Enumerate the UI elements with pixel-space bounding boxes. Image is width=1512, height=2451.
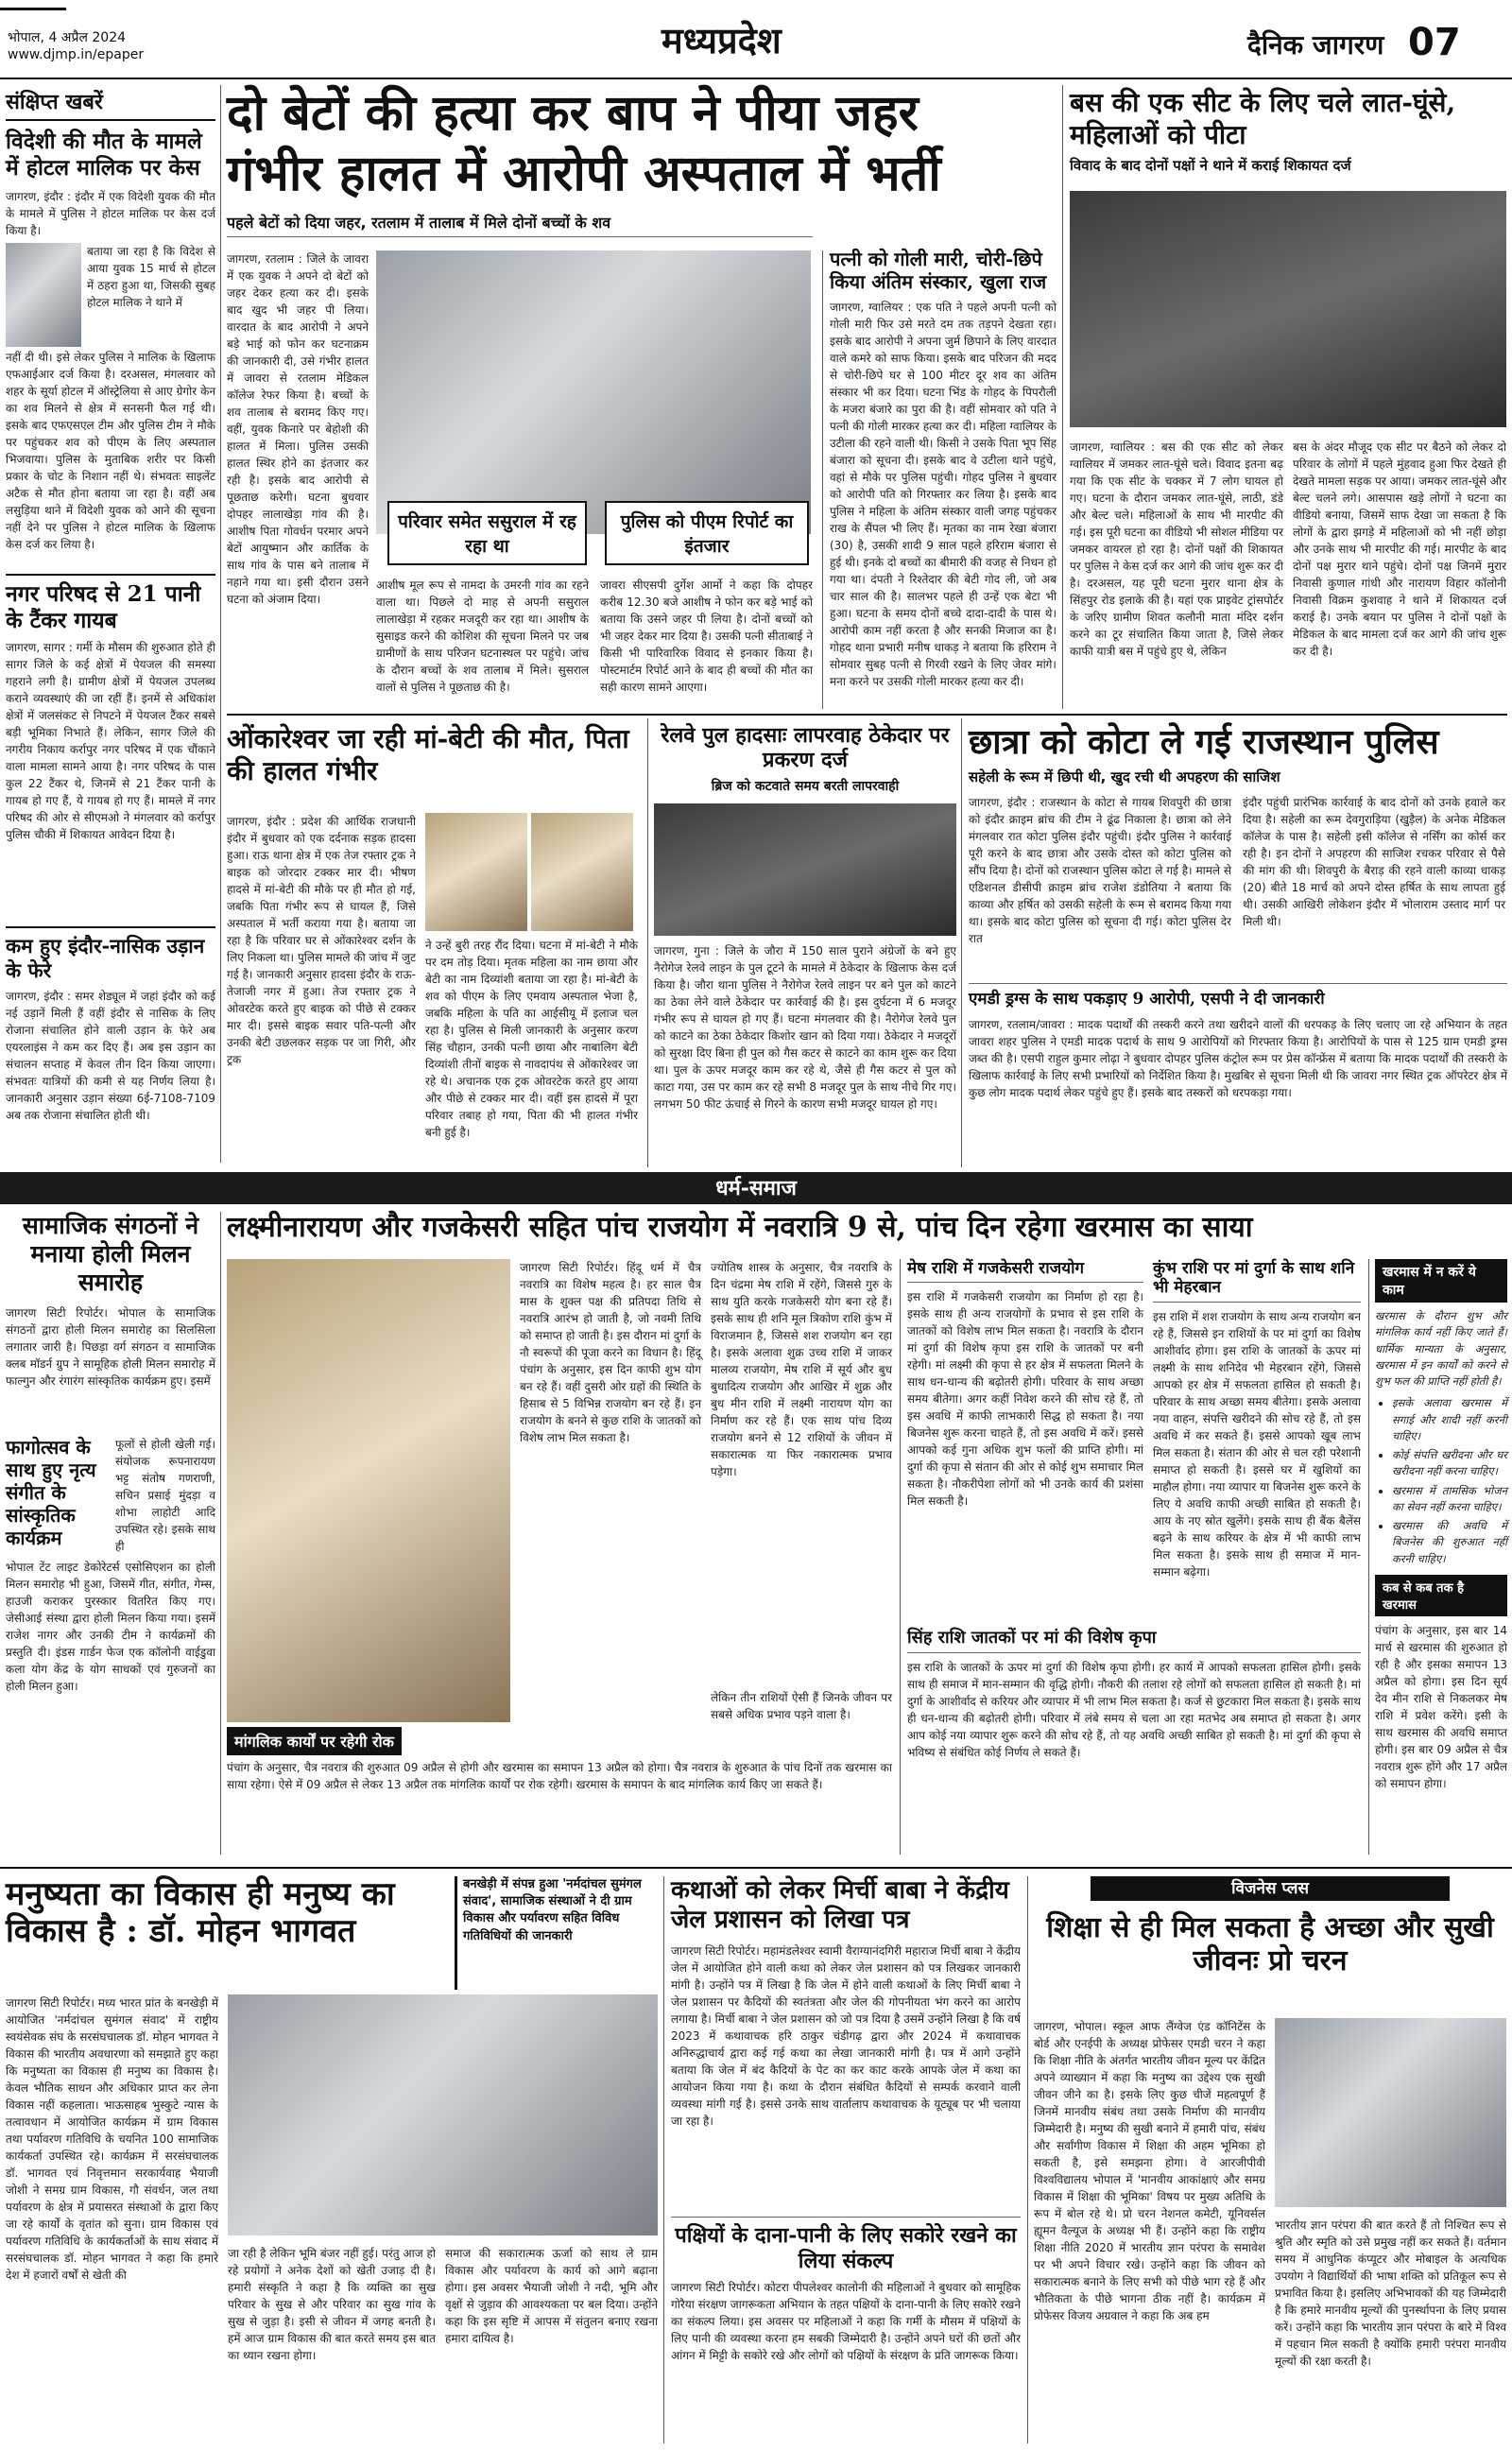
kharmas-title: खरमास में न करें ये काम xyxy=(1375,1259,1507,1303)
mirchi-story xyxy=(671,1876,1021,2443)
navratri-body-a: जागरण सिटी रिपोर्टर। हिंदू धर्म में चैत्र नवरात्रि का विशेष महत्व है। हर साल चैत्र मास के शुक्ल पक्ष की प्रतिपदा तिथि से नवरात्रि आरंभ हो जाती है, जो नवमी तिथि को समाप्त हो जाती है। इस दौरान मां दुर्गा के नौ स्वरूपों की पूजा करने का विधान है। हिंदू पंचांग के अनुसार, इस दिन काफी शुभ योग बन रहे हैं। वहीं दुसरी ओर ग्रहों की स्थिति के हिसाब से 5 विभिन्न राजयोग बन रहे हैं। इन राजयोग के बनने से कुछ राशि के जातकों को विशेष लाभ मिल सकता है। xyxy=(520,1261,701,1444)
bhagwat-body-a: जागरण सिटी रिपोर्टर। मध्य भारत प्रांत के बनखेड़ी में आयोजित 'नर्मदांचल सुमंगल संवाद' में राष्ट्रीय स्वयंसेवक संघ के सरसंघचालक डॉ. मोहन भागवत ने विकास की भारतीय अवधारणा को समझाते हुए कहा कि मनुष्यता का विकास ही मनुष्य का विकास है। केवल भौतिक साधन और अधिकार प्राप्त कर लेना विकास नहीं कहलाता। भाऊसाहब भुस्कुटे न्यास के तत्वावधान में आयोजित कार्यक्रम में ग्राम विकास तथा पर्यावरण गतिविधि के चयनित 100 सामाजिक कार्यकर्ता उपस्थित रहे। कार्यक्रम में सरसंघचालक डॉ. भागवत एवं निवृत्तमान सरकार्यवाह भैयाजी जोशी ने समग्र ग्राम विकास, गौ संवर्धन, जल तथा पर्यावरण के क्षेत्र में प्रयासरत संस्थाओं के द्वारा किए जा रहे कार्यों के वृतांत को सुना। ग्राम विकास एवं पर्यावरण गतिविधि के कार्यकर्ताओं के साथ संवाद में सरसंघचालक डॉ. मोहन भागवत ने कहा कि हमारे देश में हजारों वर्षों से खेती की xyxy=(6,1996,218,2282)
railway-divider xyxy=(961,718,962,1167)
navratri-inner-divider xyxy=(900,1259,901,1855)
omkareshwar-headline: ओंकारेश्वर जा रही मां-बेटी की मौत, पिता की हालत गंभीर xyxy=(227,723,629,786)
bus-fight-body-right: बस के अंदर मौजूद एक सीट पर बैठने को लेकर दो परिवार के लोगों में पहले मुंहवाद हुआ फिर देखते ही देखते मामला सड़क पर आया। जमकर लात-घूंसे और बेल्ट चलने लगे। आसपास खड़े लोगों ने घटना का वीडियो बनाया, जिसमें साफ देखा जा सकता है कि लोगों के द्वारा झगड़े में महिलाओं को भी नहीं छोड़ा और उनके साथ भी मारपीट की गई। मारपीट के बाद दोनों पक्ष मुरार थाने पहुंचे। दोनों पक्ष जिनमें मुरार निवासी कुणाल गांधी और नारायण विहार कॉलोनी निवासी विक्रम कुशवाह ने थाने में शिकायत दर्ज कराई है। उनके बयान पर पुलिस ने दोनों पक्षों के मेडिकल के बाद मामला दर्ज कर आगे की जांच शुरू कर दी है। xyxy=(1293,440,1506,658)
lead-headline-line2: गंभीर हालत में आरोपी अस्पताल में भर्ती xyxy=(227,144,941,202)
kharmas-bullets xyxy=(1375,1395,1507,1567)
bus-fight-subhead: विवाद के बाद दोनों पक्षों ने थाने में कराई शिकायत दर्ज xyxy=(1070,157,1351,175)
navratri-headline: लक्ष्मीनारायण और गजकेसरी सहित पांच राजयोग में नवरात्रि 9 से, पांच दिन रहेगा खरमास का साया xyxy=(227,1211,1253,1244)
omkareshwar-divider xyxy=(647,718,648,1167)
brief-2-body: जागरण, सागर : गर्मी के मौसम की शुरुआत होते ही सागर जिले के कई क्षेत्रों में पेयजल की समस्या गहराने लगी है। ग्रामीण क्षेत्रों में पेयजल उपलब्ध कराने व्यवस्थाएं की जा रहीं हैं। इनमें से अधिकांश क्षेत्रों में जलसंकट से निपटने में पेयजल टैंकर सबसे बड़ी भूमिका निभाते हैं। लेकिन, सागर जिले की नगरीय निकाय कर्रापुर नगर परिषद में एक चौंकाने वाला मामला सामने आया है। नगर परिषद के पास कुल 22 टैंकर थे, जिनमें से 21 टैंकर पानी के गायब हो गए हैं, ये गायब हो गए हैं। मामले में नगर परिषद की ओर से सीएमओ ने मंगलवार को कर्रापुर पुलिस चौकी में शिकायत आवेदन दिया है। xyxy=(6,641,215,842)
charan-photo xyxy=(1275,2018,1506,2207)
kota-body-right: इंदौर पहुंची प्रारंभिक कार्रवाई के बाद दोनों को उनके हवाले कर दिया है। सहेली का रूम देवगुराड़िया (खुड़ैल) के अनेक मेडिकल कॉलेज के पास है। सहेली इसी कॉलेज से नर्सिंग का कोर्स कर रही है। इन दोनों ने अपहरण की साजिश रचकर परिवार से पैसे की मांग की थी। शिवपुरी के बैराड़ की रहने वाली काव्या धाकड़ (20) बीते 18 मार्च को अपने दोस्त हर्षित के साथ लापता हुई थी। उसकी आखिरी लोकेशन इंदौर में भोलाराम उस्ताद मार्ग पर मिली थी। xyxy=(1243,796,1505,928)
bhagwat-box xyxy=(455,1876,666,1990)
row2-rule xyxy=(227,714,1507,716)
charan-body-a: जागरण, भोपाल। स्कूल आफ लैंग्वेज एंड कॉनिटेंस के बोर्ड और एनईपी के अध्यक्ष प्रोफेसर एमडी चरन ने कहा कि शिक्षा नीति के अंतर्गत भारतीय जीवन मूल्य पर केंद्रित अपने व्याख्यान में कहा कि मनुष्य का उद्देश्य एक सुखी जीवन जीने का है। इसके लिए कुछ चीजें महत्वपूर्ण हैं जिनमें मानवीय संबंध तथा उसके निर्माण की मानवीय जिम्मेदारी है। मनुष्य की सुखी बनाने में हमारी पांच, संबंध और सर्वांगीण विकास में शिक्षा की अहम भूमिका हो सकती है, इसे समझना होगा। वे आरजीपीवी विश्वविद्यालय भोपाल में 'मानवीय आकांक्षाएं और समग्र विकास में शिक्षा की भूमिका' विषय पर मुख्य अतिथि के रूप में बोल रहे थे। प्रो चरन नेशनल कमेटी, यूनिवर्सल ह्यूमन वैल्यूज के अध्यक्ष भी हैं। उन्होंने कहा कि राष्ट्रीय शिक्षा नीति 2020 में भारतीय ज्ञान परंपरा के समावेश पर भी अपने विचार रखे। उन्होंने कहा कि जीवन को सकारात्मक बनाने के लिए सभी को पीछे भाग रहे हैं और भौतिकता के पीछे भागना ठीक नहीं है। कार्यक्रम में प्रोफेसर विजय अग्रवाल ने कहा कि अब हम xyxy=(1034,2020,1265,2322)
holi-body-a: जागरण सिटी रिपोर्टर। भोपाल के सामाजिक संगठनों द्वारा होली मिलन समारोह का सिलसिला लगातार जारी है। पिछड़ा वर्ग संगठन व सामाजिक क्लब मॉडर्न ग्रुप ने सामूहिक होली मिलन समारोह में फाल्गुन और रंगारंग सांस्कृतिक कार्यक्रम हुए। इसमें xyxy=(6,1306,215,1388)
bus-fight-story xyxy=(1070,87,1506,711)
kharmas-divider xyxy=(1368,1259,1369,1855)
singh-rashi-box xyxy=(907,1628,1361,1855)
brief-3-body: जागरण, इंदौर : समर शेड्यूल में जहां इंदौर को कई नई उड़ानें मिली हैं वहीं इंदौर से नासिक के लिए रोजाना संचालित होने वाली उड़ान के फेरे अब एयरलाइंस ने कम कर दिए हैं। अब इस उड़ान का संचालन सप्ताह में केवल तीन दिन किया जाएगा। संभवतः यात्रियों की कमी से यह निर्णय लिया है। जानकारी अनुसार उड़ान संख्या 6ई-7108-7109 अब तक रोजाना संचालित होती थी। xyxy=(6,989,215,1122)
brief-1-portrait xyxy=(6,243,81,347)
brief-2-headline: नगर परिषद से 21 पानी के टैंकर गायब xyxy=(6,574,215,633)
kumbh-rashi-box xyxy=(1153,1259,1361,1618)
kharmas-intro: खरमास के दौरान शुभ और मांगलिक कार्य नहीं किए जाते हैं। धार्मिक मान्यता के अनुसार, खरमास में इन कार्यों को करने से शुभ फल की प्राप्ति नहीं होती है। xyxy=(1375,1309,1507,1388)
business-plus-logo: विजनेस प्लस xyxy=(1091,1876,1450,1901)
kharmas-when-title: कब से कब तक है खरमास xyxy=(1375,1575,1507,1616)
bhagwat-photo xyxy=(228,1994,658,2235)
page-corner-mark xyxy=(0,8,66,20)
lead-photo-hospital xyxy=(376,250,811,534)
gwalior-murder-body: जागरण, ग्वालियर : एक पति ने पहले अपनी पत्नी को गोली मारी फिर उसे मरते दम तक तड़पने देखता रहा। इसके बाद आरोपी ने अपना जुर्म छिपाने के लिए वारदात वाले कमरे को साफ किया। इसके बाद परिजन की मदद से चोरी-छिपे घर से 100 मीटर दूर शव का अंतिम संस्कार भी कर दिया। घटना भिंड के गोहद के पिपरौली के मजरा बंजारे का पुरा की है। वहीं सोमवार को पति ने पत्नी की गोली मारकर हत्या कर दी। महिला ग्वालियर के उटीला की रहने वाली थी। किसी ने उसके पिता भूप सिंह बंजारा को सूचना दी। इसके बाद वे उटीला थाने पहुंचे, वहां से मौके पर पुलिस पहुंची। गोहद पुलिस ने बुधवार को आरोपी पति को गिरफ्तार कर लिया है। इसके बाद पुलिस ने महिला के अंतिम संस्कार वाली जगह पहुंचकर राख के सैंपल भी लिए हैं। मृतका का नाम रेखा बंजारा (30) है, उसकी शादी 9 साल पहले हरिराम बंजारा से हुई थी। इनके दो बच्चों का बीमारी की वजह से निधन हो गया था। दंपती ने रिश्तेदार की बेटी गोद ली, जो अब चार साल की है। सालभर पहले ही उन्हें एक बेटा भी हुआ। घटना के समय दोनों बच्चे दादा-दादी के पास थे। आरोपी काम नहीं करता है और सनकी मिजाज का है। गोहद थाना प्रभारी मनीष धाकड़ ने बताया कि हरिराम ने सोमवार सुबह पत्नी से गिरवी रखने के लिए जेवर मांगे। मना करने पर उसकी गोली मारकर हत्या कर दी। xyxy=(830,301,1057,688)
kota-headline: छात्रा को कोटा ले गई राजस्थान पुलिस xyxy=(969,722,1439,762)
kumbh-rashi-title: कुंभ राशि पर मां दुर्गा के साथ शनि भी मेहरबान xyxy=(1153,1259,1361,1303)
briefs-divider xyxy=(220,85,221,1163)
bhagwat-headline: मनुष्यता का विकास ही मनुष्य का विकास है : डॉ. मोहन भागवत xyxy=(6,1875,395,1951)
bhagwat-divider xyxy=(663,1876,664,2443)
bhagwat-body-b: जा रही है लेकिन भूमि बंजर नहीं हुई। परंतु आज हो रहे प्रयोगों ने अनेक देशों को खेती उजाड़ दी है। हमारी संस्कृति ने कहा है कि व्यक्ति का सुख परिवार के सुख से और परिवार का सुख गांव के सुख से जुड़ा है। इसी से जीवन में जगह बनती है। हमें आज ग्राम विकास की बात करते समय इस बात का ध्यान रखना होगा। xyxy=(228,2247,436,2362)
kharmas-bullet: • इसके अलावा खरमास में सगाई और शादी नहीं करनी चाहिए। xyxy=(1392,1395,1507,1444)
singh-rashi-body: इस राशि के जातकों के ऊपर मां दुर्गा की विशेष कृपा होगी। हर कार्य में आपको सफलता हासिल होगी। इसके साथ ही समाज में मान-सम्मान की वृद्धि होगी। नौकरी की तलाश रहे लोगों को सफलता हासिल हो सकती है। मां दुर्गा के आशीर्वाद से करियर और व्यापार में भी लाभ मिल सकता है। कर्ज से छुटकारा मिल सकता है। इसके साथ ही धन-धान्य की बढ़ोतरी होगी। परिवार में लंबे समय से चला आ रहा मतभेद अब समाप्त हो सकता है। अगर आप कोई नया व्यापार शुरू करने की सोच रहे हैं, तो यह अवधि अच्छी साबित हो सकती है। मां दुर्गा की कृपा से भविष्य से संबंधित कोई निर्णय ले सकते हैं। xyxy=(907,1660,1361,1759)
gwalior-murder-story xyxy=(830,248,1057,711)
holi-pull-quote: फागोत्सव के साथ हुए नृत्य संगीत के सांस्कृतिक कार्यक्रम xyxy=(6,1436,96,1549)
bus-fight-headline: बस की एक सीट के लिए चले लात-घूंसे, महिलाओं को पीटा xyxy=(1070,87,1456,150)
masthead-website[interactable]: www.djmp.in/epaper xyxy=(8,47,145,62)
charan-headline: शिक्षा से ही मिल सकता है अच्छा और सुखी जीवनः प्रो चरन xyxy=(1046,1911,1494,1977)
kharmas-sidebar xyxy=(1375,1259,1507,1855)
brief-1-body-a: जागरण, इंदौर : इंदौर में एक विदेशी युवक की मौत के मामले में पुलिस ने होटल मालिक पर केस दर्ज किया है। xyxy=(6,190,215,238)
kota-story xyxy=(969,723,1507,1167)
row4-rule xyxy=(0,1867,1512,1869)
manglik-caption-title: मांगलिक कार्यों पर रहेगी रोक xyxy=(227,1727,402,1755)
bus-fight-photo xyxy=(1070,191,1506,427)
lead-headline-line1: दो बेटों की हत्या कर बाप ने पीया जहर xyxy=(227,84,919,142)
lead-body-col3: जावरा सीएसपी दुर्गेश आर्मो ने कहा कि दोपहर करीब 12.30 बजे आशीष ने फोन कर बड़े भाई को बताया कि उसने जहर पी लिया है। दोनों बच्चों को भी जहर देकर मार दिया है। उसकी पत्नी सीताबाई ने किसी भी पारिवारिक विवाद से इनकार किया है। पोस्टमार्टम रिपोर्ट आने के बाद ही बच्चों की मौत का सही कारण सामने आएगा। xyxy=(600,578,813,694)
mirchi-headline: कथाओं को लेकर मिर्ची बाबा ने केंद्रीय जेल प्रशासन को लिखा पत्र xyxy=(671,1876,1009,1935)
railway-headline: रेलवे पुल हादसाः लापरवाह ठेकेदार पर प्रकरण दर्ज xyxy=(661,723,950,773)
holi-body-b: फूलों से होली खेली गई। संयोजक रूपनारायण भट्ट संतोष गणराणी, सचिन प्रसाई मुंदड़ा व शोभा लाहोटी आदि उपस्थित रहे। इसके साथ ही xyxy=(115,1438,215,1553)
lead-body-col2: आशीष मूल रूप से नामदा के उमरनी गांव का रहने वाला था। पिछले दो माह से अपनी ससुराल लालाखेड़ा में रहकर मजदूरी कर रहा था। आशीष के सुसाइड करने की कोशिश की सूचना मिलने पर जब ग्रामीणों के साथ परिजन घटनास्थल पर पहुंचे। जांच के दौरान बच्चों के शव तालाब में मिले। सुसराल वालों से पुलिस ने पूछताछ की है। xyxy=(376,578,589,694)
lead-right-divider xyxy=(1062,85,1063,709)
dharm-samaj-band xyxy=(0,1172,1512,1204)
kota-subhead: सहेली के रूम में छिपी थी, खुद रची थी अपहरण की साजिश xyxy=(969,768,1280,786)
railway-story xyxy=(654,723,956,1167)
railway-body: जागरण, गुना : जिले के जौरा में 150 साल पुराने अंग्रेजों के बने हुए नैरोगेज रेलवे लाइन के पुल टूटने के मामले में ठेकेदार के खिलाफ केस दर्ज किया है। जौरा थाना पुलिस ने नैरोगेज रेलवे लाइन पर बने पुल को काटने का ठेका लेने वाले ठेकेदार पर कार्रवाई की है। इस दुर्घटना में 6 मजदूर गंभीर रूप से घायल हो गए हैं। घटना मंगलवार की है। नैरोगेज रेलवे पुल को काटने का ठेका ठेकेदार किशोर खान को दिया गया। ठेकेदार ने मजदूरों को सुरक्षा दिए बिना ही पुल को गैस कटर से काटने का काम शुरू कर दिया था। पुल के ऊपर मजदूर काम कर रहे थे, जैसे ही गैस कटर से पुल को काटा गया, उस पर काम कर रहे सभी 8 मजदूर पुल के साथ नीचे गिर गए। लगभग 50 फीट ऊंचाई से गिरने के कारण सभी मजदूर घायल हो गए। xyxy=(654,944,956,1111)
md-drugs-headline: एमडी ड्रग्स के साथ पकड़ाए 9 आरोपी, एसपी ने दी जानकारी xyxy=(969,983,1507,1009)
briefs-column xyxy=(6,87,215,1165)
gwalior-murder-headline: पत्नी को गोली मारी, चोरी-छिपे किया अंतिम संस्कार, खुला राज xyxy=(830,248,1047,293)
mesh-rashi-box xyxy=(907,1259,1143,1618)
brief-1-body-b: बताया जा रहा है कि विदेश से आया युवक 15 मार्च से होटल में ठहरा हुआ था, जिसकी सुबह होटल मालिक ने थाने में xyxy=(87,245,215,310)
masthead-rule xyxy=(0,78,1512,79)
lead-subhead: पहले बेटों को दिया जहर, रतलाम में तालाब में मिले दोनों बच्चों के शव xyxy=(227,212,813,237)
railway-photo xyxy=(654,803,956,936)
omkareshwar-photo-daughter xyxy=(531,813,633,931)
kharmas-bullet: • कोई संपत्ति खरीदना और घर खरीदना नहीं करना चाहिए। xyxy=(1392,1447,1507,1480)
masthead xyxy=(0,0,1512,76)
mesh-rashi-body: इस राशि में गजकेसरी राजयोग का निर्माण हो रहा है। इसके साथ ही अन्य राजयोगों के प्रभाव से इस राशि के जातकों को विशेष लाभ मिल सकता है। नवरात्रि के दौरान मां दुर्गा की विशेष कृपा इस राशि के जातकों पर बनी रहेगी। मां लक्ष्मी की कृपा से हर क्षेत्र में सफलता मिलने के साथ धन-धान्य की बढ़ोतरी होगी। परिवार के साथ अच्छा समय बीतेगा। अगर कहीं निवेश करने की सोच रहे हैं, तो इस अवधि में काफी लाभकारी सिद्ध हो सकता है। नया बिजनेस शुरू करना चाहते हैं, तो इस अवधि में करें। इससे आपको कई गुना अधिक शुभ फलों की प्राप्ति होगी। मां दुर्गा की कृपा से संतान की ओर से कोई शुभ समाचार मिल सकता है। नौकरीपेशा लोगों को भी उनके कार्य की प्रशंसा मिल सकती है। xyxy=(907,1290,1143,1509)
omkareshwar-photo-mother xyxy=(425,813,527,931)
brief-3-headline: कम हुए इंदौर-नासिक उड़ान के फेरे xyxy=(6,926,215,981)
bus-fight-body-left: जागरण, ग्वालियर : बस की एक सीट को लेकर ग्वालियर में जमकर लात-घूंसे चले। विवाद इतना बढ़ गया कि एक सीट के चक्कर में 7 लोग घायल हो गए। घटना के दौरान जमकर लात-घूंसे, लाठी, डंडे और बेल्ट चले। महिलाओं के साथ भी मारपीट की गई। इस पूरी घटना का वीडियो भी सोशल मीडिया पर जमकर वायरल हो रहा है। दोनों पक्षों की शिकायत पर पुलिस ने केस दर्ज कर आगे की जांच शुरू कर दी है। दरअसल, यह पूरी घटना मुरार थाना क्षेत्र के सिंहपुर रोड इलाके की है। यहां एक प्राइवेट ट्रांसपोर्टर के जरिए ग्रामीण शिवत कलौनी माता मंदिर दर्शन करने का टूर संचालित किया जाता है, जिसे लेकर काफी यात्री बस में पहुंचे हुए थे, लेकिन xyxy=(1070,440,1283,658)
omkareshwar-body-left: जागरण, इंदौर : प्रदेश की आर्थिक राजधानी इंदौर में बुधवार को एक दर्दनाक सड़क हादसा हुआ। राऊ थाना क्षेत्र में एक तेज रफ्तार ट्रक ने बाइक को जोरदार टक्कर मार दी। भीषण हादसे में मां-बेटी की मौके पर ही मौत हो गई, जबकि पिता गंभीर रूप से घायल हैं, जिसे अस्पताल में भर्ती कराया गया है। बताया जा रहा है कि परिवार घर से ओंकारेश्वर दर्शन के लिए निकला था। पुलिस मामले की जांच में जुट गई है। जानकारी अनुसार हादसा इंदौर के राऊ-तेजाजी नगर में हुआ। तेज रफ्तार ट्रक ने ओवरटेक करते हुए बाइक को पीछे से टक्कर मार दी। इससे बाइक सवार पति-पत्नी और उनकी बेटी उछलकर सड़क पर जा गिरी, और ट्रक xyxy=(227,815,416,1066)
lead-divider xyxy=(822,250,823,709)
mirchi-body: जागरण सिटी रिपोर्टर। महामंडलेश्वर स्वामी वैराग्यानंदगिरी महाराज मिर्ची बाबा ने केंद्रीय जेल में आयोजित होने वाली कथा को लेकर जेल प्रशासन को पत्र लिखकर जानकारी मांगी है। उन्होंने पत्र में लिखा है कि जेल में होने वाली कथाओं के लिए मिर्ची बाबा ने जेल प्रशासन पर कैदियों की स्वतंत्रता और जेल की गोपनीयता भंग करने का आरोप लगाया है। मिर्ची बाबा ने जेल प्रशासन को जो पत्र दिया है उसमें उन्होंने लिखा है कि वर्ष 2023 में कथावाचक हरि ठाकुर चंडीगढ़ द्वारा और 2024 में कथावाचक अनिरुद्धाचार्य द्वारा कई गई कथा का लेखा जानकारी मांगी है। पत्र में आगे उन्होंने बताया कि जेल में बंद कैदियों के पेट का कर काट करके आपके जेल में कथा का आयोजन किया गया है। कथा के दौरान संबंधित कैदियों से सम्पर्क करवाने वाली व्यवस्था मांगी गई है। इससे उनके साथ वार्तालाप कथावाचक के यूट्यूब पर भी चलाया जा रहा है। xyxy=(671,1944,1021,2129)
mirchi-divider xyxy=(1027,1876,1028,2443)
navratri-body-c: लेकिन तीन राशियों ऐसी हैं जिनके जीवन पर सबसे अधिक प्रभाव पड़ने वाला है। xyxy=(711,1691,892,1721)
charan-story xyxy=(1034,1876,1506,2443)
charan-body-b: भारतीय ज्ञान परंपरा की बात करते हैं तो निश्चित रूप से श्रुति और स्मृति को उसे प्रमुख नहीं कर सकते हैं। वर्तमान समय में आधुनिक कंप्यूटर और मोबाइल के अत्यधिक उपयोग ने विद्यार्थियों की भाषा शक्ति को प्रतिकूल रूप से प्रभावित किया है। इसलिए अभिभावकों की यह जिम्मेदारी है कि हमारे मानवीय मूल्यों की पुनर्स्थापना के लिए प्रयास करें। उन्होंने कहा कि भारतीय ज्ञान परंपरा के बारे में विश्व में पहचान मिल सकती है क्योंकि हमारी परंपरा मानवीय मूल्यों की रक्षा करती है। xyxy=(1275,2218,1506,2368)
lead-body-col1: जागरण, रतलाम : जिले के जावरा में एक युवक ने अपने दो बेटों को जहर देकर हत्या कर दी। इसके बाद खुद भी जहर पी लिया। वारदात के बाद आरोपी ने अपने बड़े भाई को फोन कर घटनाक्रम की जानकारी दी, उसे गंभीर हालत में जावरा से रतलाम मेडिकल कॉलेज रेफर किया है। बच्चों के शव तालाब से बरामद किए गए। वहीं, युवक किनारे पर बेहोशी की हालत में मिला। पुलिस उसकी हालत स्थिर होने का इंतजार कर रही है। इसके बाद आरोपी से पूछताछ करेगी। घटना बुधवार दोपहर लालाखेड़ा गांव की है। आशीष पिता गोवर्धन परमार अपने बेटों आयुष्मान और कार्तिक के साथ गांव के पास बने तालाब में नहाने गया था। इसी दौरान उसने घटना को अंजाम दिया। xyxy=(227,252,369,606)
lead-caption-right: पुलिस को पीएम रिपोर्ट का इंतजार xyxy=(605,501,809,565)
omkareshwar-body-right: ने उन्हें बुरी तरह रौंद दिया। घटना में मां-बेटी ने मौके पर दम तोड़ दिया। मृतक महिला का नाम छाया और बेटी का नाम दिव्यांशी बताया जा रहा है। मां-बेटी के शव को पीएम के लिए एमवाय अस्पताल भेजा है, जबकि महिला के पति का आईसीयू में इलाज चल रहा है। पुलिस से मिली जानकारी के अनुसार करण सिंह चौहान, उनकी पत्नी छाया और नाबालिग बेटी दिव्यांशी तीनों बाइक से नावदापंथ से ओंकारेश्वर जा रहे थे। अचानक एक ट्रक ओवरटेक करते हुए आया और पीछे से टक्कर मार दी। वहीं इस हादसे में पूरा परिवार तबाह हो गया, पिता की भी हालत गंभीर बनी हुई है। xyxy=(425,939,638,1139)
railway-subhead: ब्रिज को कटवाते समय बरती लापरवाही xyxy=(711,778,900,794)
holi-story xyxy=(6,1212,215,1855)
dharm-samaj-label: धर्म-समाज xyxy=(715,1176,797,1200)
brief-1-body-c: नहीं दी थी। इसे लेकर पुलिस ने मालिक के खिलाफ एफआईआर दर्ज किया है। दरअसल, मंगलवार को शहर के सूर्या होटल में ऑस्ट्रेलिया से आए ग्रेगोर केन का शव मिलने से क्षेत्र में सनसनी फैल गई थी। इसके बाद एफएसएल टीम और पुलिस टीम ने मौके पर पहुंचकर शव को पीएम के लिए अस्पताल भिजवाया। पुलिस के मुताबिक शरीर पर किसी प्रकार के चोट के निशान नहीं थे। संभवतः साइलेंट अटैक से मौत होना बताया जा रहा है। वहीं अब लसुड़िया थाने में विदेशी युवक को आने की सूचना नहीं देने पर पुलिस ने होटल मालिक के खिलाफ केस दर्ज कर लिया है। xyxy=(6,351,215,552)
kota-body-left: जागरण, इंदौर : राजस्थान के कोटा से गायब शिवपुरी की छात्रा को इंदौर क्राइम ब्रांच की टीम ने ढूंढ निकाला है। छात्रा को लेने मंगलवार रात कोटा पुलिस इंदौर पहुंची। इंदौर पुलिस ने कार्रवाई पूरी करने के बाद छात्रा और उसके दोस्त को कोटा पुलिस को सौंप दिया है। दोनों को राजस्थान पुलिस कोटा ले गई है। मामले से एडिशनल डीसीपी क्राइम ब्रांच राजेश डंडोतिया ने बताया कि काव्या और हर्षित को उसकी सहेली के रूम से बरामद किया गया था। इसके बाद कोटा पुलिस को सूचना दी गई। कोटा पुलिस देर रात xyxy=(969,796,1231,945)
brief-1-headline: विदेशी की मौत के मामले में होटल मालिक पर केस xyxy=(6,129,202,181)
kumbh-rashi-body: इस राशि में शश राजयोग के साथ अन्य राजयोग बन रहे हैं, जिससे इन राशियों के पर मां दुर्गा का विशेष आशीर्वाद होगा। इस राशि के जातकों के ऊपर मां लक्ष्मी के साथ शनिदेव भी मेहरबान रहेंगे, जिससे आपको हर क्षेत्र में सफलता हासिल हो सकती है। परिवार के साथ अच्छा समय बीतेगा। इसके अलावा नया वाहन, संपत्ति खरीदने की सोच रहे हैं, तो इस अवधि में कर सकते हैं। इससे आपको खूब लाभ मिल सकता है। संतान की ओर से चल रही परेशानी समाप्त हो सकती है। इससे घर में खुशियों का माहौल होगा। नया व्यापार या बिजनेस शुरू करने के लिए ये अवधि काफी अच्छी साबित हो सकती है। आय के नए स्रोत खुलेंगे। इसके साथ ही बैंक बैलेंस बढ़ने के साथ करियर के क्षेत्र में भी काफी लाभ मिल सकता है। इसके साथ ही समाज में मान-सम्मान बढ़ेगा। xyxy=(1153,1309,1361,1579)
masthead-date: भोपाल, 4 अप्रैल 2024 xyxy=(8,30,127,45)
mesh-rashi-title: मेष राशि में गजकेसरी राजयोग xyxy=(907,1259,1143,1283)
holi-headline: सामाजिक संगठनों ने मनाया होली मिलन समारोह xyxy=(22,1212,199,1296)
md-drugs-body: जागरण, रतलाम/जावरा : मादक पदार्थों की तस्करी करने तथा खरीदने वालों की धरपकड़ के लिए चलाए जा रहे अभियान के तहत जावरा शहर पुलिस ने एमडी मादक पदार्थ के साथ 9 आरोपियों को गिरफ्तार किया है। आरोपियों के पास से 125 ग्राम एमडी ड्रग्स जब्त की है। एसपी राहुल कुमार लोढ़ा ने बुधवार दोपहर पुलिस कंट्रोल रूम पर प्रेस कॉन्फ्रेंस में बताया कि मादक पदार्थों की तस्करी के खिलाफ कार्रवाई के लिए सभी प्रभारियों को निर्देशित किया है। मुखबिर से सूचना मिली थी कि जावरा नगर स्थित ट्रक ऑपरेटर क्षेत्र में कुछ लोग मादक पदार्थ लेकर पहुंचे हुए हैं। इसके बाद तस्करों को धरपकड़ा गया। xyxy=(969,1018,1507,1099)
kharmas-bullet: • खरमास में तामसिक भोजन का सेवन नहीं करना चाहिए। xyxy=(1392,1483,1507,1516)
bhagwat-body-c: समाज की सकारात्मक ऊर्जा को साथ ले ग्राम विकास और पर्यावरण के कार्य को आगे बढ़ाना होगा। इस अवसर भैयाजी जोशी ने नदी, भूमि और वृक्षों से जुड़ाव की आवश्यकता पर बल दिया। उन्होंने कहा कि इस सृष्टि में आपस में संतुलन बनाए रखना हमारा दायित्व है। xyxy=(445,2247,658,2345)
paper-name: दैनिक जागरण xyxy=(1247,29,1384,60)
page-number: 07 xyxy=(1408,21,1461,64)
sparrow-headline: पक्षियों के दाना-पानी के लिए सकोरे रखने का लिया संकल्प xyxy=(671,2217,1021,2273)
bhagwat-box-title: बनखेड़ी में संपन्न हुआ 'नर्मदांचल सुमंगल संवाद', सामाजिक संस्थाओं ने दी ग्राम विकास और पर्यावरण सहित विविध गतिविधियों की जानकारी xyxy=(463,1877,642,1943)
bhagwat-story xyxy=(6,1876,658,2443)
manglik-caption-bar xyxy=(227,1727,892,1835)
holi-body-c: भोपाल टेंट लाइट डेकोरेटर्स एसोसिएशन का होली मिलन समारोह भी हुआ, जिसमें गीत, संगीत, गेम्स, हाउजी कराकर पुरस्कार वितरित किए गए। जेसीआई संस्था द्वारा होली मिलन किया गया। इसमें राजेश नागर और उनकी टीम ने कार्यक्रमों की प्रस्तुति दी। इंडस गार्डन फेज एक कॉलोनी वाईडुवा कला योग केंद्र के योग साधकों एवं गुरुजनों का होली मिलन हुआ। xyxy=(6,1561,215,1693)
singh-rashi-title: सिंह राशि जातकों पर मां की विशेष कृपा xyxy=(907,1628,1361,1653)
holi-divider xyxy=(220,1212,221,1855)
navratri-body-b: ज्योतिष शास्त्र के अनुसार, चैत्र नवरात्रि के दिन चंद्रमा मेष राशि में रहेंगे, जिससे गुरु के साथ युति करके गजकेसरी योग बना रहे हैं। इसके साथ ही शनि मूल त्रिकोण राशि कुंभ में विराजमान है, जिससे शश राजयोग बन रहा है। इसके अलावा शुक्र उच्च राशि में जाकर मालव्य राजयोग, मेष राशि में सूर्य और बुध बुधादित्य राजयोग और आखिर में शुक्र और बुध मीन राशि में लक्ष्मी नारायण योग का निर्माण कर रहे हैं। एक साथ पांच दिव्य राजयोग बनने से 12 राशियों के जीवन में सकारात्मक या फिर नकारात्मक प्रभाव पड़ेगा। xyxy=(711,1261,892,1478)
section-name: मध्यप्रदेश xyxy=(662,19,782,61)
omkareshwar-story xyxy=(227,723,643,1167)
kharmas-when-body: पंचांग के अनुसार, इस बार 14 मार्च से खरमास की शुरुआत हो रही है और इसका समापन 13 अप्रैल को होगा। इस दिन सूर्य देव मीन राशि से निकलकर मेष राशि में प्रवेश करेंगे। इसी के साथ खरमास की अवधि समाप्त होगी। इस बार 09 अप्रैल से चैत्र नवरात्र शुरू होंगे और 17 अप्रैल को समापन होगा। xyxy=(1375,1623,1507,1790)
manglik-caption-body: पंचांग के अनुसार, चैत्र नवरात्र की शुरुआत 09 अप्रैल से होगी और खरमास का समापन 13 अप्रैल को होगा। चैत्र नवरात्र के शुरुआत के पांच दिनों तक खरमास का साया रहेगा। ऐसे में 09 अप्रैल से लेकर 13 अप्रैल तक मांगलिक कार्यों पर रोक रहेगी। खरमास के समापन के बाद मांगलिक कार्य किए जा सकते हैं। xyxy=(227,1761,892,1791)
navratri-story xyxy=(227,1212,1507,1864)
lead-caption-left: परिवार समेत ससुराल में रह रहा था xyxy=(387,501,587,565)
sparrow-body: जागरण सिटी रिपोर्टर। कोटरा पीपलेश्वर कालोनी की महिलाओं ने बुधवार को सामूहिक गोरैया संरक्षण जागरूकता अभियान के तहत पक्षियों के दाना-पानी के लिए सकोरे रखने का संकल्प लिया। इस अवसर पर महिलाओं ने कहा कि गर्मी के मौसम में पक्षियों के लिए पानी की व्यवस्था करना हम सबकी जिम्मेदारी है। उन्होंने अपने घरों की छतों और आंगन में मिट्टी के सकोरे रखे और लोगों को पक्षियों के संरक्षण के प्रति जागरूक किया। xyxy=(671,2281,1021,2363)
navratri-goddess-image xyxy=(227,1259,510,1722)
briefs-title: संक्षिप्त खबरें xyxy=(6,87,215,121)
kharmas-bullet: • खरमास की अवधि में बिजनेस की शुरुआत नहीं करनी चाहिए। xyxy=(1392,1518,1507,1567)
